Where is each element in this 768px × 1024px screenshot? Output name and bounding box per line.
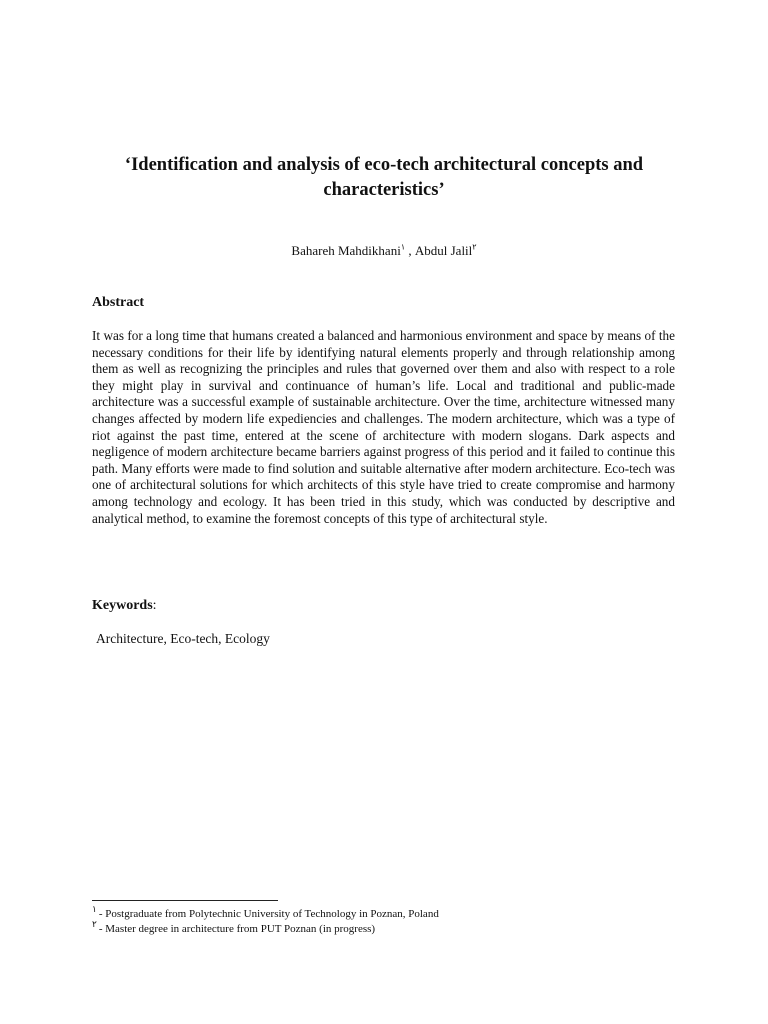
footnote-mark: ٢ <box>92 918 97 929</box>
author-line <box>90 243 678 259</box>
abstract-body: It was for a long time that humans created a balanced and harmonious environment and space by means of the necessary conditions for their life by identifying natural elements properly and through relationship among them as well as recognizing the principles and rules that governed over them and also with respect to a role they might play in survival and continuance of human’s life. Local and traditional and public-made architecture was a successful example of sustainable architecture. Over the time, architecture witnessed many changes affected by modern life expediencies and challenges. The modern architecture, which was a type of riot against the past time, entered at the scene of architecture with modern slogans. Dark aspects and negligence of modern architecture became barriers against progress of this period and it failed to continue this path. Many efforts were made to find solution and suitable alternative after modern architecture. Eco-tech was one of architectural solutions for which architects of this style have tried to create compromise and harmony among technology and ecology. It has been tried in this study, which was conducted by descriptive and analytical method, to examine the foremost concepts of this type of architectural style. <box>92 328 675 526</box>
footnote-text: - Master degree in architecture from PUT Poznan (in progress) <box>98 922 376 935</box>
footnote-text: - Postgraduate from Polytechnic University of Technology in Poznan, Poland <box>98 908 439 920</box>
author-name: Bahareh Mahdikhani <box>291 243 401 258</box>
footnotes <box>92 904 675 936</box>
author-footnote-mark: ١ <box>400 242 406 252</box>
abstract-heading: Abstract <box>92 295 145 310</box>
author-separator: , <box>405 243 415 258</box>
footnote-item <box>92 904 675 922</box>
keywords-list: Architecture, Eco-tech, Ecology <box>96 631 270 646</box>
keywords-colon: : <box>152 598 157 613</box>
author-name: Abdul Jalil <box>414 243 473 258</box>
footnote-mark: ١ <box>92 904 97 915</box>
paper-title: ‘Identification and analysis of eco-tech architectural concepts and characteristics’ <box>124 155 644 200</box>
keywords-label: Keywords <box>92 598 153 613</box>
author-footnote-mark: ٢ <box>472 242 477 252</box>
footnote-item <box>92 918 675 937</box>
footnote-divider <box>92 900 278 901</box>
keywords-heading <box>92 597 157 615</box>
